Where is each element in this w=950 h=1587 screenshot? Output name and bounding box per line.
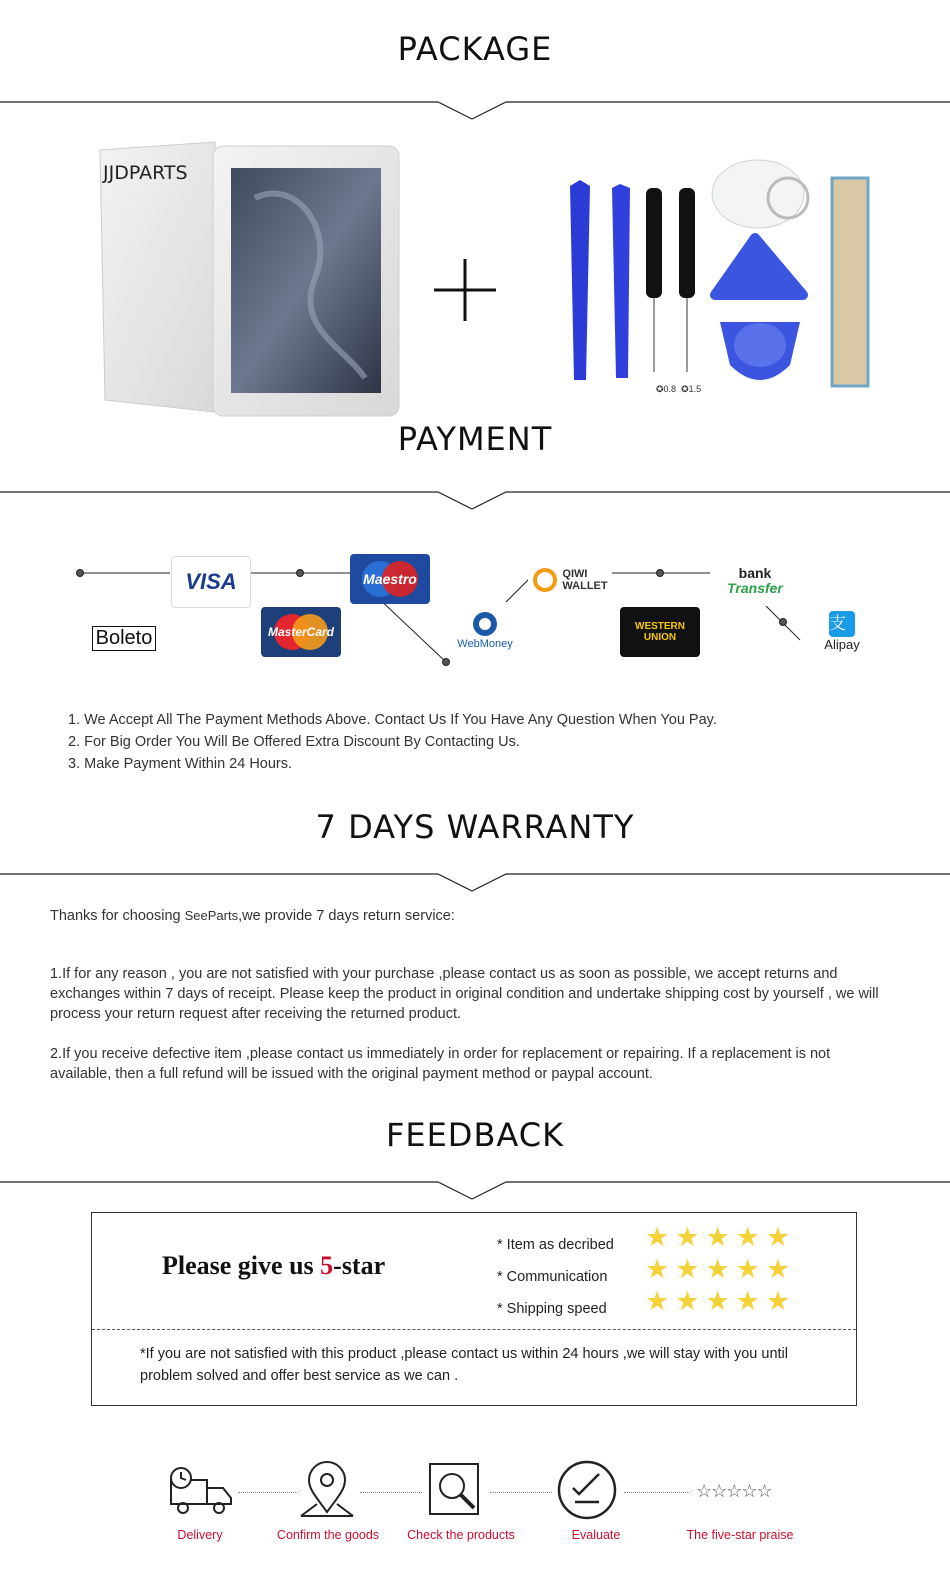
- qiwi-line1: QIWI: [562, 568, 588, 580]
- star-icon: ★: [675, 1254, 700, 1284]
- bank-transfer-logo: [712, 556, 798, 606]
- flow-step-evaluate: Evaluate: [571, 1528, 621, 1542]
- plus-icon: [430, 255, 500, 330]
- maestro-logo: [350, 554, 430, 604]
- boleto-label: Boleto: [92, 626, 157, 651]
- warranty-title: 7 DAYS WARRANTY: [315, 808, 635, 846]
- webmoney-logo: [446, 602, 524, 658]
- delivery-truck-icon: [165, 1466, 235, 1521]
- flow-connector: [490, 1492, 552, 1493]
- star-icon: ★: [645, 1254, 670, 1284]
- flow-connector: [624, 1492, 690, 1493]
- payment-note: 1. We Accept All The Payment Methods Above. Contact Us If You Have Any Question When You Pay.: [68, 712, 717, 728]
- box-divider: [92, 1329, 856, 1330]
- payment-title: PAYMENT: [397, 420, 553, 458]
- evaluate-checklist-icon: [555, 1458, 619, 1527]
- feedback-box: [91, 1212, 857, 1406]
- star-rating-row: [645, 1288, 790, 1315]
- criterion-shipping: * Shipping speed: [497, 1301, 607, 1317]
- bank-line1: bank: [738, 565, 772, 581]
- headline-number: 5: [320, 1251, 334, 1280]
- star-icon: ★: [765, 1254, 791, 1284]
- star-icon: ★: [735, 1222, 760, 1252]
- flow-connector: [238, 1492, 298, 1493]
- warranty-intro-start: Thanks for choosing: [50, 908, 185, 924]
- western-line1: WESTERN: [635, 621, 685, 632]
- bank-line2: Transfer: [727, 580, 783, 596]
- flow-step-five-star: The five-star praise: [686, 1528, 794, 1542]
- warranty-paragraph-2: 2.If you receive defective item ,please contact us immediately in order for replacement or repairing. If a replacement is not available, then a full refund will be issued with the original payment method or paypal account.: [50, 1046, 831, 1082]
- alipay-logo: [812, 603, 872, 659]
- star-icon: ★: [705, 1286, 730, 1316]
- criterion-item: * Item as decribed: [497, 1237, 614, 1253]
- headline-end: -star: [333, 1251, 386, 1280]
- alipay-icon: 支: [829, 611, 855, 637]
- criterion-communication: * Communication: [497, 1269, 608, 1285]
- warranty-brand: SeeParts: [184, 908, 239, 923]
- western-union-logo: [620, 607, 700, 657]
- star-icon: ★: [705, 1222, 730, 1252]
- payment-note: 2. For Big Order You Will Be Offered Extra Discount By Contacting Us.: [68, 734, 520, 750]
- five-star-outline-icon: ☆☆☆☆☆: [696, 1481, 772, 1501]
- package-title: PACKAGE: [397, 30, 553, 68]
- location-pin-icon: [297, 1460, 357, 1523]
- star-icon: ★: [765, 1222, 791, 1252]
- tool-size-labels: ✪0.8 ✪1.5: [656, 384, 702, 394]
- feedback-title: FEEDBACK: [385, 1116, 565, 1154]
- feedback-note: *If you are not satisfied with this product ,please contact us within 24 hours ,we will stay with you until problem solved and offer best service as we can .: [140, 1346, 788, 1384]
- tool-size-large: 1.5: [688, 384, 702, 394]
- boleto-logo: [84, 607, 164, 661]
- webmoney-label: WebMoney: [457, 638, 513, 650]
- star-rating-row: [645, 1224, 790, 1251]
- qiwi-logo: [528, 555, 612, 605]
- repair-tools-image: [560, 150, 890, 400]
- maestro-label: Maestro: [363, 571, 417, 587]
- mastercard-logo: [261, 607, 341, 657]
- warranty-paragraph-1: 1.If for any reason , you are not satisfied with your purchase ,please contact us as soon as possible, we accept returns and exchanges within 7 days of receipt. Please keep the product in original condition and undertake shipping cost by yourself , we will process your return request after receiving the returned product.: [50, 966, 879, 1022]
- section-divider: [0, 82, 950, 122]
- tool-size-small: 0.8: [663, 384, 677, 394]
- visa-logo: VISA: [171, 556, 251, 608]
- section-divider: [0, 854, 950, 894]
- brand-label: JJDPARTS: [103, 162, 188, 184]
- flow-connector: [360, 1492, 422, 1493]
- star-icon: ★: [645, 1222, 670, 1252]
- star-icon: ★: [645, 1286, 670, 1316]
- webmoney-icon: [471, 610, 499, 638]
- warranty-intro: [50, 906, 885, 926]
- star-rating-row: [645, 1256, 790, 1283]
- flow-step-confirm: Confirm the goods: [276, 1528, 380, 1542]
- qiwi-icon: [532, 567, 558, 593]
- payment-note: 3. Make Payment Within 24 Hours.: [68, 756, 293, 772]
- rating-criteria: [497, 1229, 614, 1325]
- star-icon: ★: [675, 1222, 700, 1252]
- flow-step-check: Check the products: [407, 1528, 515, 1542]
- qiwi-line2: WALLET: [562, 580, 608, 592]
- western-line2: UNION: [643, 632, 677, 643]
- feedback-headline: [162, 1251, 385, 1281]
- section-divider: [0, 1162, 950, 1202]
- flow-step-delivery: Delivery: [177, 1528, 223, 1542]
- search-magnifier-icon: [426, 1462, 486, 1523]
- headline-start: Please give us: [162, 1251, 321, 1280]
- alipay-label: Alipay: [824, 636, 860, 652]
- star-icon: ★: [765, 1286, 791, 1316]
- star-icon: ★: [675, 1286, 700, 1316]
- warranty-intro-end: ,we provide 7 days return service:: [238, 908, 455, 924]
- mastercard-label: MasterCard: [267, 625, 335, 639]
- star-icon: ★: [705, 1254, 730, 1284]
- star-icon: ★: [735, 1254, 760, 1284]
- payment-notes: [68, 709, 717, 775]
- star-icon: ★: [735, 1286, 760, 1316]
- section-divider: [0, 472, 950, 512]
